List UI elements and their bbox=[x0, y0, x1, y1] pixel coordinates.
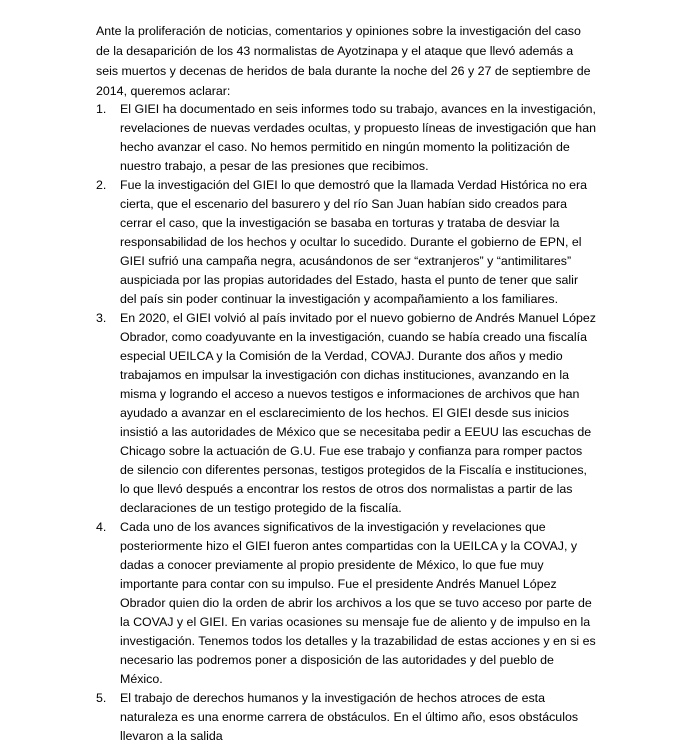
list-item bbox=[96, 689, 596, 746]
list-item bbox=[96, 518, 596, 689]
list-item bbox=[96, 176, 596, 309]
list-item-text: Cada uno de los avances significativos de la investigación y revelaciones que posteriormente hizo el GIEI fueron antes compartidas con la UEILCA y la COVAJ, y dadas a conocer previamente al propio presidente de México, lo que fue muy importante para contar con su impulso. Fue el presidente Andrés Manuel López Obrador quien dio la orden de abrir los archivos a los que se tuvo acceso por parte de la COVAJ y el GIEI. En varias ocasiones su mensaje fue de aliento y de impulso en la investigación. Tenemos todos los detalles y la trazabilidad de estas acciones y en si es necesario las podremos poner a disposición de las autoridades y del pueblo de México. bbox=[120, 520, 596, 686]
list-item-text: El GIEI ha documentado en seis informes todo su trabajo, avances en la investigación, revelaciones de nuevas verdades ocultas, y propuesto líneas de investigación que han hecho avanzar el caso. No hemos permitido en ningún momento la politización de nuestro trabajo, a pesar de las presiones que recibimos. bbox=[120, 102, 596, 173]
numbered-list bbox=[96, 100, 596, 746]
intro-paragraph: Ante la proliferación de noticias, comentarios y opiniones sobre la investigación del caso de la desaparición de los 43 normalistas de Ayotzinapa y el ataque que llevó además a seis muertos y decenas de heridos de bala durante la noche del 26 y 27 de septiembre de 2014, queremos aclarar: bbox=[96, 24, 591, 98]
list-item bbox=[96, 309, 596, 518]
list-item-text: En 2020, el GIEI volvió al país invitado por el nuevo gobierno de Andrés Manuel López Obrador, como coadyuvante en la investigación, cuando se había creado una fiscalía especial UEILCA y la Comisión de la Verdad, COVAJ. Durante dos años y medio trabajamos en impulsar la investigación con dichas instituciones, avanzando en la misma y logrando el acceso a nuevos testigos e informaciones de archivos que han ayudado a avanzar en el esclarecimiento de los hechos. El GIEI desde sus inicios insistió a las autoridades de México que se necesitaba pedir a EEUU las escuchas de Chicago sobre la actuación de G.U. Fue ese trabajo y confianza para romper pactos de silencio con diferentes personas, testigos protegidos de la Fiscalía e instituciones, lo que llevó después a encontrar los restos de otros dos normalistas a partir de las declaraciones de un testigo protegido de la fiscalía. bbox=[120, 311, 596, 515]
list-item-text: Fue la investigación del GIEI lo que demostró que la llamada Verdad Histórica no era cierta, que el escenario del basurero y del río San Juan habían sido creados para cerrar el caso, que la investigación se basaba en torturas y trataba de desviar la responsabilidad de los hechos y ocultar lo sucedido. Durante el gobierno de EPN, el GIEI sufrió una campaña negra, acusándonos de ser “extranjeros” y “antimilitares” auspiciada por las propias autoridades del Estado, hasta el punto de tener que salir del país sin poder continuar la investigación y acompañamiento a los familiares. bbox=[120, 178, 587, 306]
list-item-number: 4. bbox=[96, 520, 107, 534]
list-item-text: El trabajo de derechos humanos y la investigación de hechos atroces de esta naturaleza es una enorme carrera de obstáculos. En el último año, esos obstáculos llevaron a la salida bbox=[120, 691, 579, 743]
list-item-number: 3. bbox=[96, 311, 107, 325]
list-item-number: 5. bbox=[96, 691, 107, 705]
list-item bbox=[96, 100, 596, 176]
list-item-number: 1. bbox=[96, 102, 107, 116]
list-item-number: 2. bbox=[96, 178, 107, 192]
